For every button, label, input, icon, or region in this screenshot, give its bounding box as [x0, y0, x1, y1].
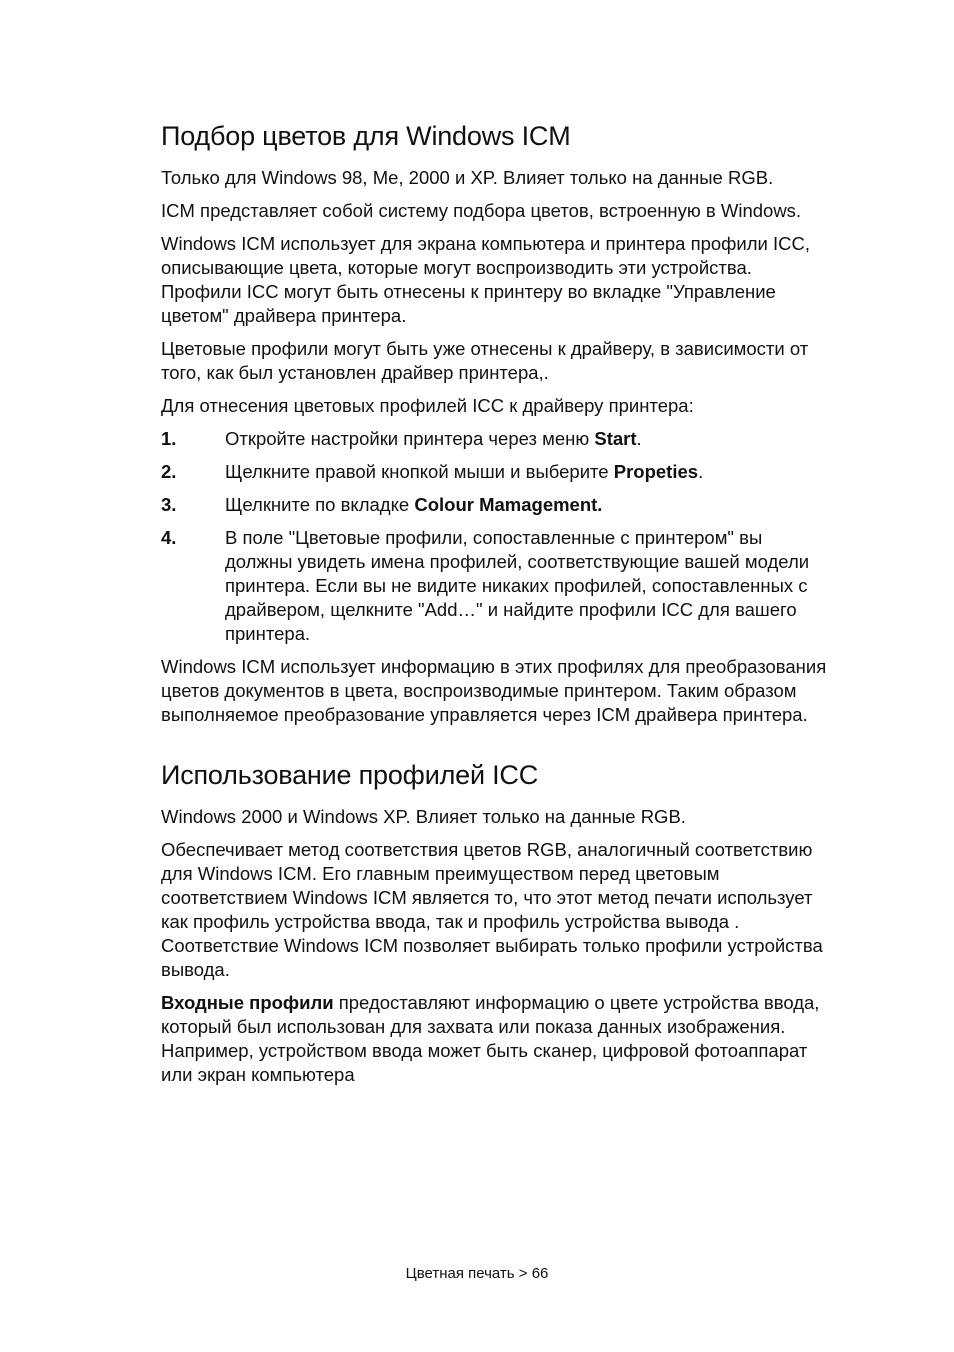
section-title-windows-icm: Подбор цветов для Windows ICM	[161, 121, 571, 151]
step-text: В поле "Цветовые профили, сопоставленные с принтером" вы должны увидеть имена профилей, соответствующие вашей модели принтера. Если вы не видите никаких профилей, сопоставленных с драйвером, щелкните "Add…" и найдите профили ICC для вашего принтера.	[225, 527, 810, 644]
step-item	[161, 493, 829, 517]
paragraph-icm-conversion: Windows ICM использует информацию в этих профилях для преобразования цветов документов в цвета, воспроизводимые принтером. Таким образом выполняемое преобразование управляется через ICM драйвера принтера.	[161, 656, 827, 725]
section-title-icc-profiles: Использование профилей ICC	[161, 760, 539, 790]
step-text: Щелкните правой кнопкой мыши и выберите	[225, 461, 614, 482]
step-item	[161, 460, 829, 484]
page-footer: Цветная печать > 66	[405, 1265, 549, 1282]
page-content	[161, 118, 829, 1096]
paragraph-scope: Только для Windows 98, Me, 2000 и XP. Влияет только на данные RGB.	[161, 167, 774, 188]
paragraph-profiles-assigned: Цветовые профили могут быть уже отнесены к драйверу, в зависимости от того, как был установлен драйвер принтера,.	[161, 338, 809, 383]
input-profiles-term: Входные профили	[161, 992, 334, 1013]
step-text: Откройте настройки принтера через меню	[225, 428, 595, 449]
steps-list	[161, 427, 829, 646]
step-number: 1.	[161, 428, 177, 449]
paragraph-assign-intro: Для отнесения цветовых профилей ICC к драйверу принтера:	[161, 395, 694, 416]
step-suffix: .	[636, 428, 642, 449]
step-text: Щелкните по вкладке	[225, 494, 415, 515]
paragraph-input-profiles	[161, 991, 829, 1087]
step-number: 2.	[161, 461, 177, 482]
step-keyword: Colour Mamagement.	[414, 494, 603, 515]
input-profiles-description: предоставляют информацию о цвете устройства ввода, который был использован для захвата или показа данных изображения. Например, устройством ввода может быть сканер, цифровой фотоаппарат или экран компьютера	[161, 992, 820, 1085]
paragraph-scope-icc: Windows 2000 и Windows XP. Влияет только на данные RGB.	[161, 806, 686, 827]
step-item	[161, 526, 829, 646]
step-item	[161, 427, 829, 451]
step-keyword: Start	[594, 428, 637, 449]
paragraph-icc-profiles: Windows ICM использует для экрана компьютера и принтера профили ICC, описывающие цвета, которые могут воспроизводить эти устройства. Профили ICC могут быть отнесены к принтеру во вкладке "Управление цветом" драйвера принтера.	[161, 233, 810, 326]
step-number: 3.	[161, 494, 177, 515]
step-suffix: .	[698, 461, 704, 482]
step-keyword: Propeties	[613, 461, 699, 482]
paragraph-rgb-matching: Обеспечивает метод соответствия цветов RGB, аналогичный соответствию для Windows ICM. Его главным преимуществом перед цветовым соответствием Windows ICM является то, что этот метод печати использует как профиль устройства ввода, так и профиль устройства вывода . Соответствие Windows ICM позволяет выбирать только профили устройства вывода.	[161, 839, 823, 980]
step-number: 4.	[161, 527, 177, 548]
paragraph-icm-definition: ICM представляет собой систему подбора цветов, встроенную в Windows.	[161, 200, 802, 221]
